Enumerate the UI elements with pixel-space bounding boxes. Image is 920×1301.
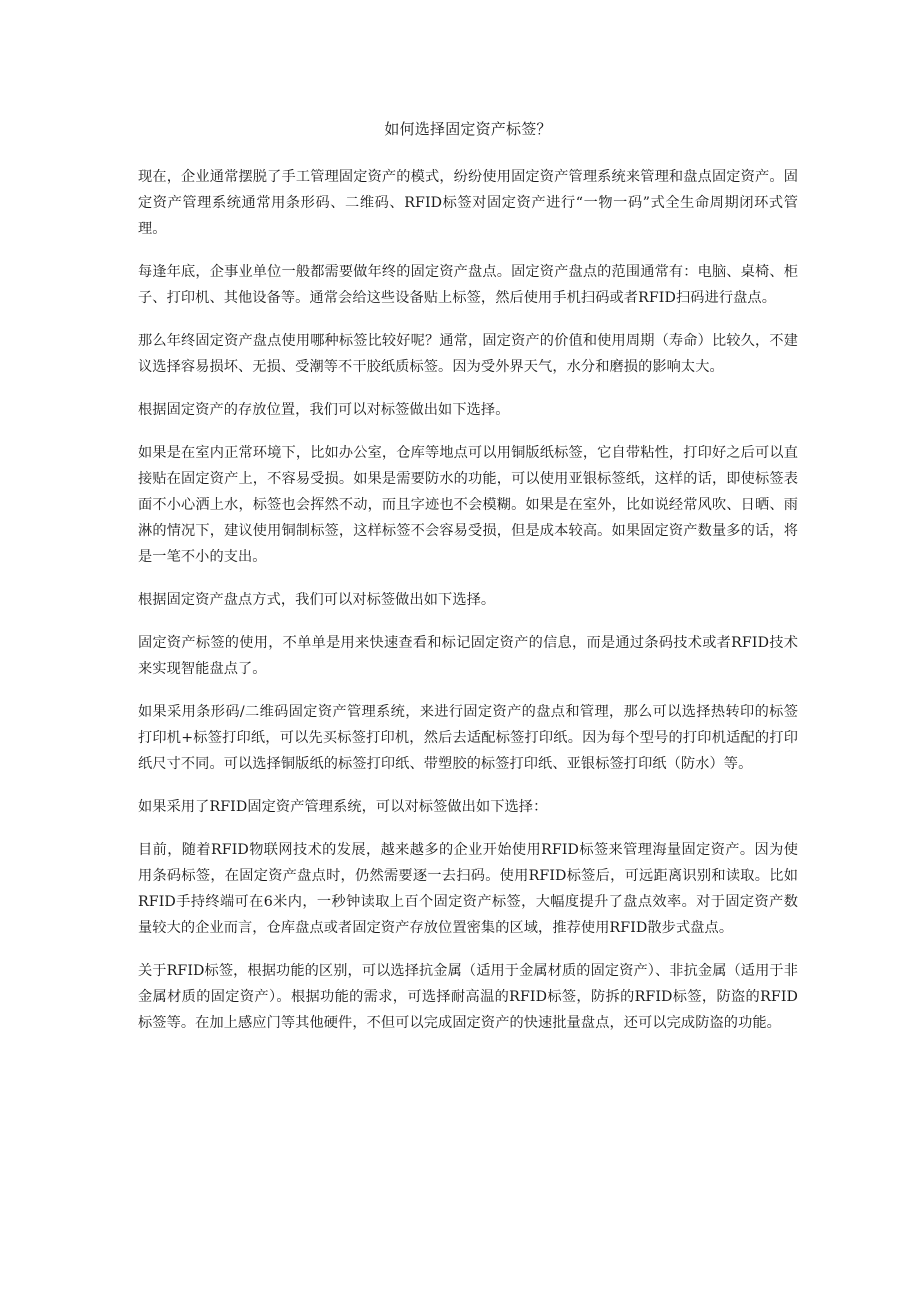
paragraph-by-method-heading: 根据固定资产盘点方式，我们可以对标签做出如下选择。 [138, 592, 496, 608]
paragraph-rfid-types: 关于RFID标签，根据功能的区别，可以选择抗金属（适用于金属材质的固定资产）、非抗金属（适用于非金属材质的固定资产）。根据功能的需求，可选择耐高温的RFID标签，防拆的RFID标签，防盗的RFID标签等。在加上感应门等其他硬件，不但可以完成固定资产的快速批量盘点，还可以完成防盗的功能。 [138, 963, 798, 1031]
paragraph-location-options: 如果是在室内正常环境下，比如办公室，仓库等地点可以用铜版纸标签，它自带粘性，打印好之后可以直接贴在固定资产上，不容易受损。如果是需要防水的功能，可以使用亚银标签纸，这样的话，即使标签表面不小心洒上水，标签也会挥然不动，而且字迹也不会模糊。如果是在室外，比如说经常风吹、日晒、雨淋的情况下，建议使用铜制标签，这样标签不会容易受损，但是成本较高。如果固定资产数量多的话，将是一笔不小的支出。 [138, 445, 798, 565]
paragraph-barcode-system: 如果采用条形码/二维码固定资产管理系统，来进行固定资产的盘点和管理，那么可以选择热转印的标签打印机+标签打印纸，可以先买标签打印机，然后去适配标签打印纸。因为每个型号的打印机适配的打印纸尺寸不同。可以选择铜版纸的标签打印纸、带塑胶的标签打印纸、亚银标签打印纸（防水）等。 [138, 704, 798, 772]
paragraph-by-location-heading: 根据固定资产的存放位置，我们可以对标签做出如下选择。 [138, 402, 510, 418]
paragraph-label-usage: 固定资产标签的使用，不单单是用来快速查看和标记固定资产的信息，而是通过条码技术或者RFID技术来实现智能盘点了。 [138, 635, 798, 677]
document-title: 如何选择固定资产标签？ [384, 120, 552, 138]
paragraph-year-end-inventory: 每逢年底，企事业单位一般都需要做年终的固定资产盘点。固定资产盘点的范围通常有：电脑、桌椅、柜子、打印机、其他设备等。通常会给这些设备贴上标签，然后使用手机扫码或者RFID扫码进行盘点。 [138, 264, 798, 306]
document-body [138, 116, 798, 1053]
paragraph-rfid-development: 目前，随着RFID物联网技术的发展，越来越多的企业开始使用RFID标签来管理海量固定资产。因为使用条码标签，在固定资产盘点时，仍然需要逐一去扫码。使用RFID标签后，可远距离识别和读取。比如RFID手持终端可在6米内，一秒钟读取上百个固定资产标签，大幅度提升了盘点效率。对于固定资产数量较大的企业而言，仓库盘点或者固定资产存放位置密集的区域，推荐使用RFID散步式盘点。 [138, 842, 798, 936]
paragraph-intro: 现在，企业通常摆脱了手工管理固定资产的模式，纷纷使用固定资产管理系统来管理和盘点固定资产。固定资产管理系统通常用条形码、二维码、RFID标签对固定资产进行“一物一码”式全生命周期闭环式管理。 [138, 169, 798, 237]
paragraph-rfid-heading: 如果采用了RFID固定资产管理系统，可以对标签做出如下选择： [138, 799, 548, 815]
paragraph-which-label: 那么年终固定资产盘点使用哪种标签比较好呢？通常，固定资产的价值和使用周期（寿命）比较久，不建议选择容易损坏、无损、受潮等不干胶纸质标签。因为受外界天气，水分和磨损的影响太大。 [138, 333, 798, 375]
